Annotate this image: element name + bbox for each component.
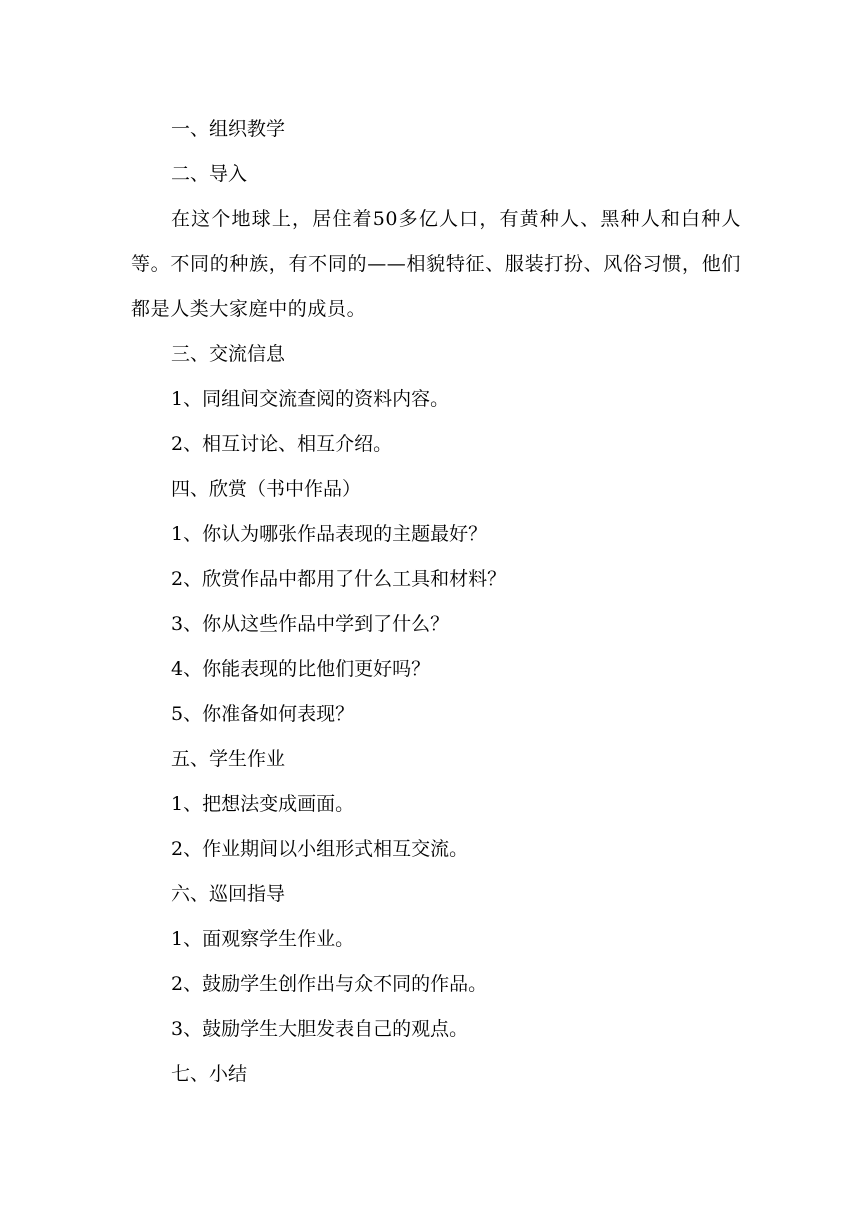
list-item: 2、作业期间以小组形式相互交流。 bbox=[171, 838, 469, 860]
heading-appreciation: 四、欣赏（书中作品） bbox=[171, 478, 362, 500]
heading-introduction: 二、导入 bbox=[171, 163, 248, 185]
list-item: 1、你认为哪张作品表现的主题最好？ bbox=[171, 523, 488, 545]
heading-summary: 七、小结 bbox=[171, 1063, 248, 1085]
list-item: 1、同组间交流查阅的资料内容。 bbox=[171, 388, 450, 410]
heading-patrol-guidance: 六、巡回指导 bbox=[171, 883, 286, 905]
heading-organize-teaching: 一、组织教学 bbox=[171, 118, 286, 140]
list-item: 3、你从这些作品中学到了什么？ bbox=[171, 613, 450, 635]
list-item: 3、鼓励学生大胆发表自己的观点。 bbox=[171, 1018, 469, 1040]
list-item: 5、你准备如何表现？ bbox=[171, 703, 355, 725]
list-item: 2、鼓励学生创作出与众不同的作品。 bbox=[171, 973, 488, 995]
list-item: 2、欣赏作品中都用了什么工具和材料？ bbox=[171, 568, 507, 590]
heading-exchange-information: 三、交流信息 bbox=[171, 343, 286, 365]
list-item: 1、把想法变成画面。 bbox=[171, 793, 355, 815]
introduction-paragraph: 在这个地球上，居住着50多亿人口，有黄种人、黑种人和白种人等。不同的种族，有不同的——相貌特征、服装打扮、风俗习惯，他们都是人类大家庭中的成员。 bbox=[131, 208, 741, 320]
document-body bbox=[131, 107, 741, 1097]
list-item: 1、面观察学生作业。 bbox=[171, 928, 355, 950]
list-item: 4、你能表现的比他们更好吗？ bbox=[171, 658, 431, 680]
list-item: 2、相互讨论、相互介绍。 bbox=[171, 433, 393, 455]
heading-student-work: 五、学生作业 bbox=[171, 748, 286, 770]
